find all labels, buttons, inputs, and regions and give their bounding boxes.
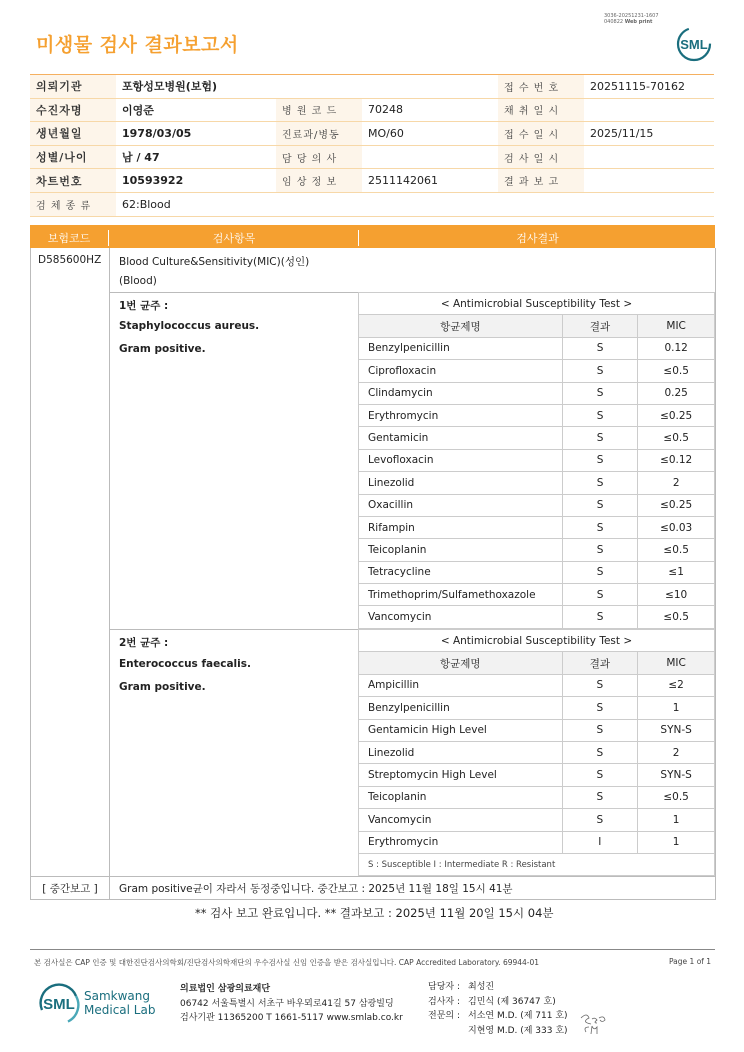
staff-row <box>428 1024 568 1039</box>
drug-name: Linezolid <box>359 741 563 763</box>
results-header: 보험코드 검사항목 검사결과 <box>30 225 715 248</box>
test-name: Blood Culture&Sensitivity(MIC)(성인) <box>119 256 310 268</box>
drug-mic: 1 <box>638 809 715 831</box>
organism2-label: 2번 균주 : <box>119 637 169 649</box>
drug-mic: ≤0.5 <box>638 606 715 628</box>
drug-mic: ≤0.5 <box>638 360 715 382</box>
drug-result: S <box>562 697 638 719</box>
legend: S : Susceptible I : Intermediate R : Resistant <box>359 853 715 875</box>
drug-result: S <box>562 472 638 494</box>
drug-row <box>359 584 715 606</box>
foundation-address: 06742 서울특별시 서초구 바우뫼로41길 57 삼광빌딩 <box>180 999 394 1009</box>
ast-table-1: < Antimicrobial Susceptibility Test > 항균제명 결과 MIC Benzylpenicillin S 0.12 Ciprofloxacin S ≤0.5 Clindamycin S 0.25 Erythromycin S ≤0.25 Gentamicin S ≤0.5 Levofloxacin S ≤0.12 Linezolid S 2 Oxacillin S ≤0.25 Rifampin S ≤0.03 Teicoplanin S ≤0.5 Tetracycline S ≤1 Trimethoprim/Sulfamethoxazole S ≤10 Vancomycin S ≤0.5 <box>358 292 715 629</box>
drug-mic: ≤0.25 <box>638 494 715 516</box>
organism2-name: Enterococcus faecalis. <box>119 658 251 670</box>
drug-mic: 2 <box>638 472 715 494</box>
drug-row <box>359 360 715 382</box>
interim-row <box>30 876 716 900</box>
drug-mic: SYN-S <box>638 764 715 786</box>
drug-result: S <box>562 360 638 382</box>
drug-name: Gentamicin High Level <box>359 719 563 741</box>
info-row: 성별/나이 남 / 47 담 당 의 사 검 사 일 시 <box>30 145 714 169</box>
drug-name: Levofloxacin <box>359 449 563 471</box>
ast-title: < Antimicrobial Susceptibility Test > <box>359 630 715 652</box>
drug-result: S <box>562 337 638 359</box>
drug-name: Benzylpenicillin <box>359 337 563 359</box>
drug-row <box>359 809 715 831</box>
drug-mic: 1 <box>638 831 715 853</box>
drug-name: Ciprofloxacin <box>359 360 563 382</box>
drug-row <box>359 606 715 628</box>
drug-row <box>359 472 715 494</box>
drug-name: Erythromycin <box>359 404 563 426</box>
drug-name: Teicoplanin <box>359 539 563 561</box>
drug-row <box>359 697 715 719</box>
drug-mic: 1 <box>638 697 715 719</box>
ast-title: < Antimicrobial Susceptibility Test > <box>359 293 715 315</box>
drug-name: Teicoplanin <box>359 786 563 808</box>
staff-name: 서소연 M.D. (제 711 호) <box>468 1011 568 1021</box>
drug-row <box>359 539 715 561</box>
staff-role: 담당자 : <box>428 982 460 992</box>
info-row: 의뢰기관 포항성모병원(보험) 접 수 번 호 20251115-70162 <box>30 75 714 99</box>
drug-mic: 2 <box>638 741 715 763</box>
drug-result: S <box>562 719 638 741</box>
brand-name-2: Medical Lab <box>84 1003 156 1017</box>
drug-result: S <box>562 764 638 786</box>
brand-name-1: Samkwang <box>84 989 150 1003</box>
drug-mic: ≤0.03 <box>638 516 715 538</box>
drug-name: Clindamycin <box>359 382 563 404</box>
svg-text:SML: SML <box>680 37 708 52</box>
ast-table-2: < Antimicrobial Susceptibility Test > 항균제명 결과 MIC Ampicillin S ≤2 Benzylpenicillin S 1 Gentamicin High Level S SYN-S Linezolid S 2 Streptomycin High Level S SYN-S Teicoplanin S ≤0.5 Vancomycin S 1 Erythromycin I 1 S : Susceptible I : Intermediate R : Resistant <box>358 629 715 876</box>
drug-mic: ≤0.5 <box>638 539 715 561</box>
drug-row <box>359 674 715 696</box>
patient-info-table <box>30 74 714 217</box>
drug-name: Tetracycline <box>359 561 563 583</box>
staff-role: 전문의 : <box>428 1011 460 1021</box>
drug-row <box>359 831 715 853</box>
staff-role: 검사자 : <box>428 996 460 1007</box>
drug-mic: ≤2 <box>638 674 715 696</box>
drug-result: S <box>562 449 638 471</box>
drug-name: Vancomycin <box>359 809 563 831</box>
staff-row <box>428 980 568 995</box>
signature <box>578 1010 608 1041</box>
drug-mic: ≤1 <box>638 561 715 583</box>
drug-result: S <box>562 674 638 696</box>
drug-row <box>359 382 715 404</box>
staff-name: 김민식 (제 36747 호) <box>468 996 556 1007</box>
drug-row <box>359 449 715 471</box>
drug-result: S <box>562 584 638 606</box>
info-row: 검 체 종 류 62:Blood <box>30 192 714 216</box>
interim-text: Gram positive균이 자라서 동정중입니다. 중간보고 : 2025년 11월 18일 15시 41분 <box>119 883 513 895</box>
print-metadata: 3036-20251231-1607 040822 Web print <box>604 13 659 25</box>
drug-result: S <box>562 606 638 628</box>
organism1-name: Staphylococcus aureus. <box>119 320 260 332</box>
drug-name: Linezolid <box>359 472 563 494</box>
drug-row <box>359 337 715 359</box>
drug-result: S <box>562 741 638 763</box>
drug-result: S <box>562 494 638 516</box>
info-row: 수진자명 이영준 병 원 코 드 70248 채 취 일 시 <box>30 98 714 122</box>
drug-mic: ≤0.5 <box>638 786 715 808</box>
page-title: 미생물 검사 결과보고서 <box>36 34 239 56</box>
drug-name: Vancomycin <box>359 606 563 628</box>
drug-mic: 0.12 <box>638 337 715 359</box>
drug-result: S <box>562 561 638 583</box>
drug-result: S <box>562 427 638 449</box>
staff-name: 지현영 M.D. (제 333 호) <box>468 1025 568 1036</box>
staff-list <box>428 980 568 1038</box>
foundation-contact: 검사기관 11365200 T 1661-5117 www.smlab.co.kr <box>180 1013 403 1023</box>
drug-row <box>359 786 715 808</box>
drug-row <box>359 427 715 449</box>
drug-row <box>359 494 715 516</box>
drug-result: S <box>562 516 638 538</box>
page-number: Page 1 of 1 <box>669 957 712 966</box>
drug-name: Oxacillin <box>359 494 563 516</box>
interim-label: [ 중간보고 ] <box>42 883 98 895</box>
drug-name: Ampicillin <box>359 674 563 696</box>
drug-result: S <box>562 786 638 808</box>
staff-row <box>428 1009 568 1024</box>
drug-name: Streptomycin High Level <box>359 764 563 786</box>
drug-result: S <box>562 539 638 561</box>
organism2-gram: Gram positive. <box>119 681 206 693</box>
drug-name: Erythromycin <box>359 831 563 853</box>
footer-divider <box>30 949 715 950</box>
drug-mic: SYN-S <box>638 719 715 741</box>
svg-text:SML: SML <box>43 996 75 1013</box>
drug-name: Trimethoprim/Sulfamethoxazole <box>359 584 563 606</box>
samkwang-logo <box>36 982 82 1027</box>
final-report: ** 검사 보고 완료입니다. ** 결과보고 : 2025년 11월 20일 15시 04분 <box>195 906 554 920</box>
drug-mic: ≤0.25 <box>638 404 715 426</box>
drug-mic: 0.25 <box>638 382 715 404</box>
drug-row <box>359 404 715 426</box>
drug-name: Benzylpenicillin <box>359 697 563 719</box>
results-body <box>30 248 716 877</box>
cert-note: 본 검사실은 CAP 인증 및 대한진단검사의학회/진단검사의학재단의 우수검사실 신임 인증을 받은 검사실입니다. CAP Accredited Laboratory. 69944-01 <box>34 958 540 967</box>
info-row: 차트번호 10593922 임 상 정 보 2511142061 결 과 보 고 <box>30 169 714 193</box>
drug-result: S <box>562 809 638 831</box>
drug-name: Rifampin <box>359 516 563 538</box>
drug-mic: ≤10 <box>638 584 715 606</box>
drug-result: S <box>562 382 638 404</box>
staff-row <box>428 995 568 1010</box>
drug-row <box>359 516 715 538</box>
organism1-gram: Gram positive. <box>119 343 206 355</box>
info-row: 생년월일 1978/03/05 진료과/병동 MO/60 접 수 일 시 2025/11/15 <box>30 122 714 146</box>
drug-result: S <box>562 404 638 426</box>
drug-row <box>359 741 715 763</box>
foundation-name: 의료법인 삼광의료재단 <box>180 984 271 994</box>
drug-name: Gentamicin <box>359 427 563 449</box>
insurance-code: D585600HZ <box>38 254 102 266</box>
staff-name: 최성진 <box>468 982 495 992</box>
drug-row <box>359 561 715 583</box>
drug-mic: ≤0.5 <box>638 427 715 449</box>
drug-mic: ≤0.12 <box>638 449 715 471</box>
test-specimen: (Blood) <box>119 275 157 287</box>
drug-result: I <box>562 831 638 853</box>
sml-logo <box>674 26 714 65</box>
drug-row <box>359 764 715 786</box>
drug-row <box>359 719 715 741</box>
organism1-label: 1번 균주 : <box>119 300 169 312</box>
